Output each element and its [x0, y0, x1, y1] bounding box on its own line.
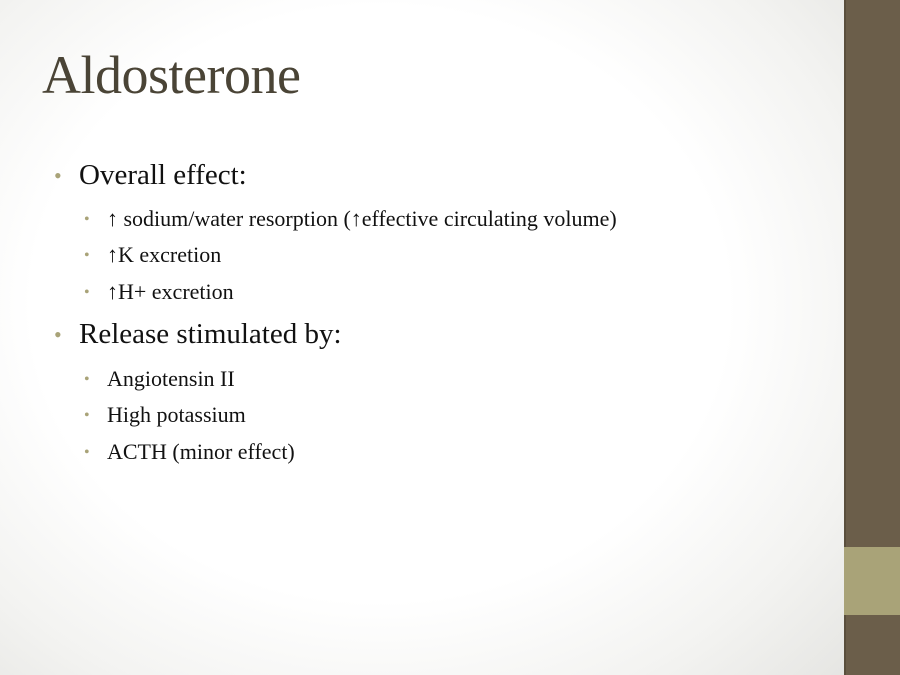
- bullet-dot-icon: •: [54, 163, 62, 188]
- slide-title: Aldosterone: [42, 45, 301, 105]
- bullet-dot-icon: •: [84, 210, 90, 228]
- sub-bullet-text: ↑ sodium/water resorption (↑effective circulating volume): [107, 205, 617, 231]
- sub-bullet-text: ↑H+ excretion: [107, 278, 234, 304]
- sub-bullet-sodium-water: [52, 206, 822, 232]
- bullet-dot-icon: •: [84, 247, 90, 265]
- sub-bullet-text: Angiotensin II: [107, 365, 235, 391]
- bullet-text: Overall effect:: [79, 159, 247, 191]
- bullet-overall-effect: [52, 158, 822, 193]
- bullet-dot-icon: •: [84, 407, 90, 425]
- sub-bullet-text: ↑K excretion: [107, 242, 222, 268]
- slide-content: [52, 158, 822, 465]
- sub-bullet-text: ACTH (minor effect): [107, 438, 295, 464]
- sub-bullet-text: High potassium: [107, 402, 246, 428]
- sidebar-accent-block: [844, 547, 900, 615]
- sub-bullet-angiotensin: [52, 366, 822, 392]
- bullet-dot-icon: •: [84, 370, 90, 388]
- bullet-dot-icon: •: [84, 443, 90, 461]
- bullet-dot-icon: •: [84, 283, 90, 301]
- sub-bullet-acth: [52, 439, 822, 465]
- bullet-dot-icon: •: [54, 321, 62, 347]
- bullet-release-stimulated: [52, 317, 822, 352]
- sub-bullet-high-potassium: [52, 402, 822, 428]
- sub-bullet-k-excretion: [52, 242, 822, 268]
- sub-bullet-h-excretion: [52, 279, 822, 305]
- bullet-text: Release stimulated by:: [79, 317, 342, 350]
